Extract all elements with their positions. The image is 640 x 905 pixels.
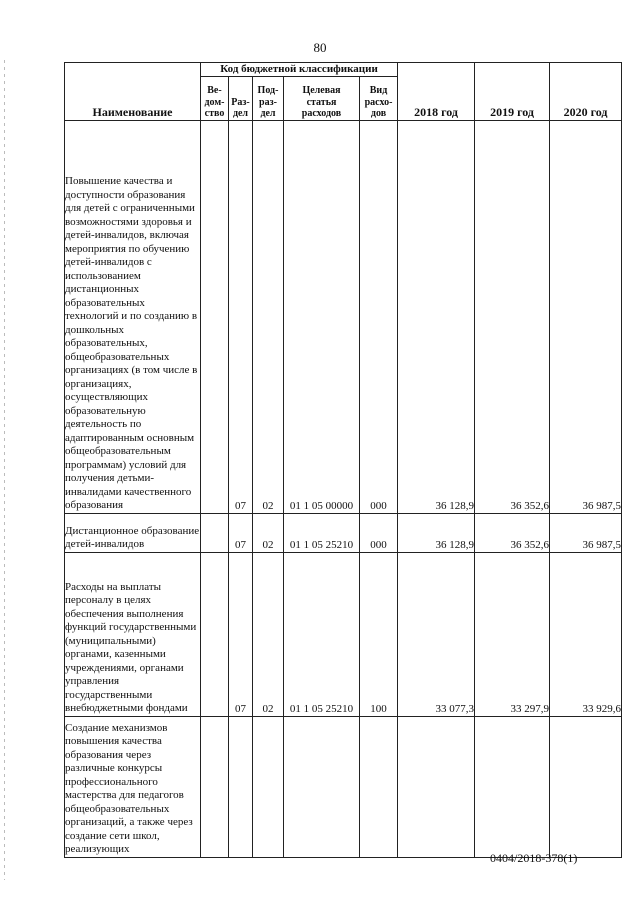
- scan-edge: [4, 60, 5, 880]
- header-razdel: Раз- дел: [229, 76, 253, 120]
- row-2020: 36 987,5: [550, 120, 622, 513]
- row-2019: 33 297,9: [475, 552, 550, 716]
- row-2020: [550, 716, 622, 857]
- row-celevaya: 01 1 05 25210: [284, 513, 360, 552]
- row-razdel: 07: [229, 513, 253, 552]
- row-2018: [398, 716, 475, 857]
- row-celevaya: 01 1 05 25210: [284, 552, 360, 716]
- row-ved: [201, 120, 229, 513]
- row-ved: [201, 513, 229, 552]
- row-name: Дистанционное образование детей-инвалидов: [65, 513, 201, 552]
- row-2020: 36 987,5: [550, 513, 622, 552]
- row-2019: [475, 716, 550, 857]
- page-number: 80: [313, 40, 327, 55]
- header-vedomstvo: Ве- дом- ство: [201, 76, 229, 120]
- row-2018: 33 077,3: [398, 552, 475, 716]
- row-name: Создание механизмов повышения качества образования через различные конкурсы профессионального мастерства для педагогов общеобразовательных организаций, а также через создание сети школ, реализующих: [65, 716, 201, 857]
- row-vid: 000: [360, 120, 398, 513]
- row-ved: [201, 716, 229, 857]
- header-2018: 2018 год: [398, 63, 475, 121]
- row-podrazdel: 02: [253, 552, 284, 716]
- header-celevaya: Целевая статья расходов: [284, 76, 360, 120]
- row-2018: 36 128,9: [398, 120, 475, 513]
- row-2019: 36 352,6: [475, 120, 550, 513]
- row-razdel: [229, 716, 253, 857]
- row-podrazdel: 02: [253, 120, 284, 513]
- row-celevaya: [284, 716, 360, 857]
- row-name: Расходы на выплаты персоналу в целях обеспечения выполнения функций государственными (муниципальными) органами, казенными учреждениями, органами управления государственными внебюджетными фондами: [65, 552, 201, 716]
- header-name: Наименование: [65, 63, 201, 121]
- budget-table: [64, 62, 622, 858]
- row-razdel: 07: [229, 120, 253, 513]
- row-celevaya: 01 1 05 00000: [284, 120, 360, 513]
- row-2019: 36 352,6: [475, 513, 550, 552]
- row-vid: 000: [360, 513, 398, 552]
- row-podrazdel: 02: [253, 513, 284, 552]
- row-razdel: 07: [229, 552, 253, 716]
- row-name: Повышение качества и доступности образования для детей с ограниченными возможностями здоровья и детей-инвалидов, включая мероприятия по обучению детей-инвалидов с использованием дистанционных образовательных технологий и по созданию в дошкольных образовательных, общеобразовательных организациях (в том числе в организациях, осуществляющих образовательную деятельность по адаптированным основным общеобразовательным программам) условий для получения детьми-инвалидами качественного образования: [65, 120, 201, 513]
- header-podrazdel: Под- раз- дел: [253, 76, 284, 120]
- header-vid: Вид расхо- дов: [360, 76, 398, 120]
- row-ved: [201, 552, 229, 716]
- header-2020: 2020 год: [550, 63, 622, 121]
- row-vid: [360, 716, 398, 857]
- header-2019: 2019 год: [475, 63, 550, 121]
- table-row: [65, 120, 622, 513]
- document-code: 0404/2018-378(1): [490, 851, 578, 865]
- row-podrazdel: [253, 716, 284, 857]
- row-vid: 100: [360, 552, 398, 716]
- header-code-group: Код бюджетной классификации: [201, 63, 398, 77]
- table-row: [65, 552, 622, 716]
- table-row: [65, 513, 622, 552]
- table-row: [65, 716, 622, 857]
- row-2018: 36 128,9: [398, 513, 475, 552]
- row-2020: 33 929,6: [550, 552, 622, 716]
